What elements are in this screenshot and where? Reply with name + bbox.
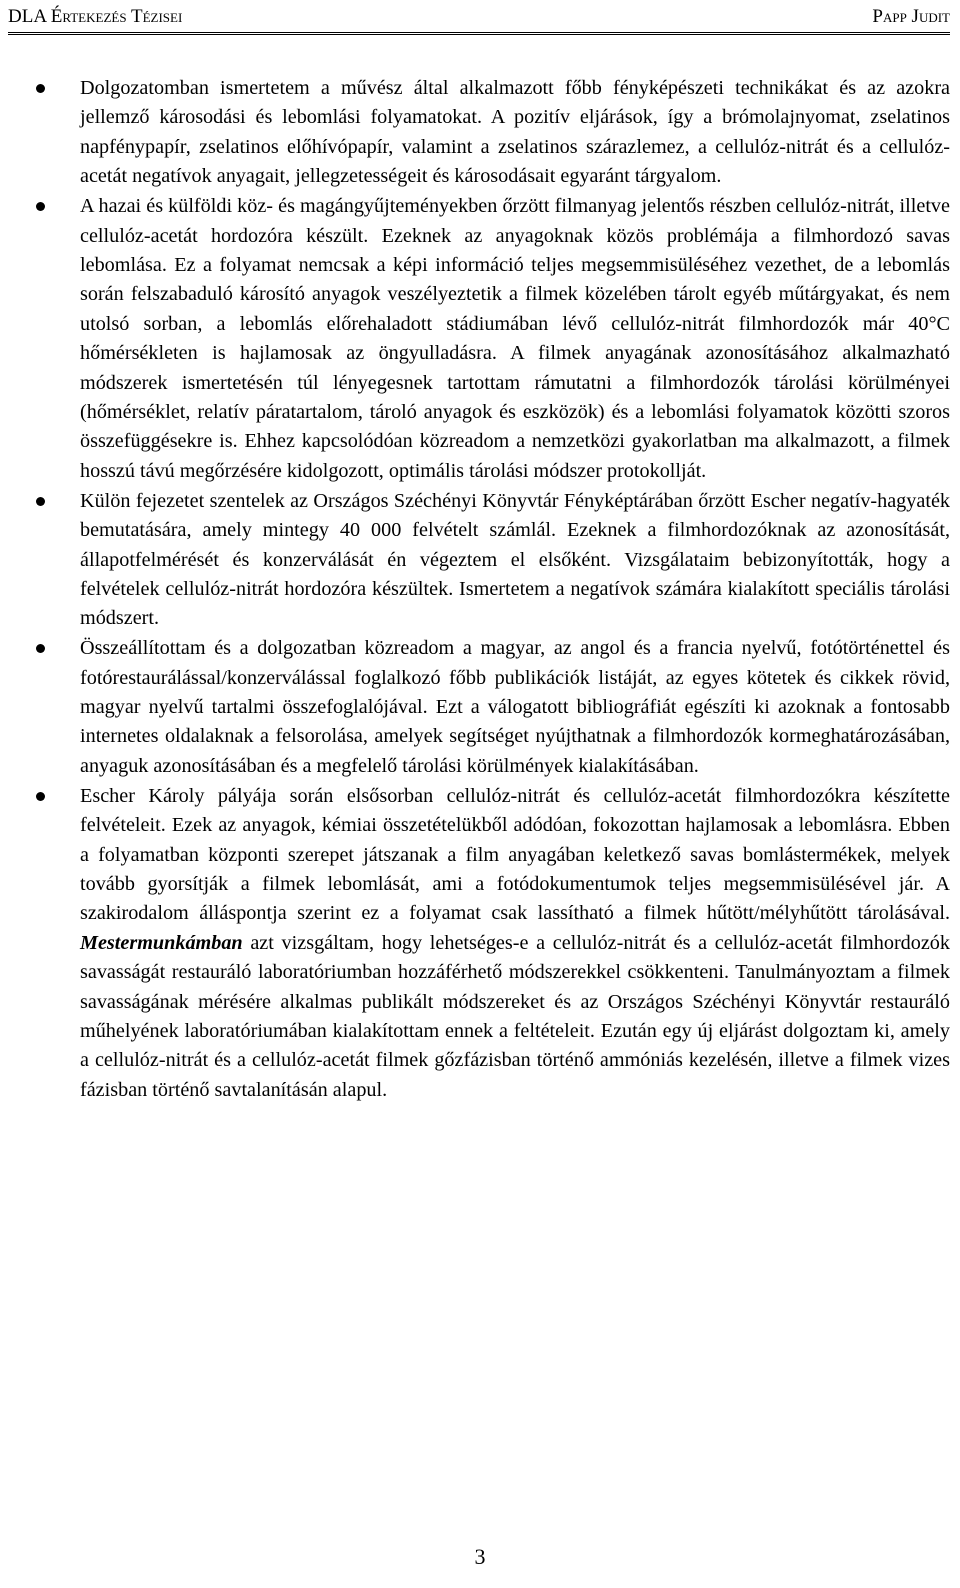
bullet-text: Összeállítottam és a dolgozatban közreadom a magyar, az angol és a francia nyelvű, fotótörténettel és fotórestaurálással/konzerválással foglalkozó főbb publikációk listáját, az egyes kötetek és cikkek rövid, magyar nyelvű tartalmi összefoglalójával. Ezt a válogatott bibliográfiát egészíti ki azoknak a fontosabb internetes oldalaknak a felsorolása, amelyek segítséget nyújthatnak a filmhordozók kormeghatározásában, anyaguk azonosításában és a megfelelő tárolási körülmények kialakításában. xyxy=(80,637,950,777)
bullet-dot-icon xyxy=(36,497,45,506)
bullet-text: A hazai és külföldi köz- és magángyűjteményekben őrzött filmanyag jelentős részben cellulóz-nitrát, illetve cellulóz-acetát hordozóra készült. Ezeknek az anyagoknak közös problémája a filmhordozó savas lebomlása. Ez a folyamat nemcsak a képi információ teljes megsemmisüléséhez vezethet, de a lebomlás során felszabaduló károsító anyagok veszélyeztetik a filmek közelében tárolt egyéb műtárgyakat, és nem utolsó sorban, a lebomlás előrehaladott stádiumában lévő cellulóz-nitrát filmhordozók már 40°C hőmérsékleten is hajlamosak az öngyulladásra. A filmek anyagának azonosításához alkalmazható módszerek ismertetésén túl lényegesnek tartottam rámutatni a filmhordozók tárolási körülményei (hőmérséklet, relatív páratartalom, tároló anyagok és eszközök) és a lebomlási folyamatok közötti szoros összefüggésekre is. Ehhez kapcsolódóan közreadom a nemzetközi gyakorlatban ma alkalmazott, a filmek hosszú távú megőrzésére kidolgozott, optimális tárolási módszer protokollját. xyxy=(80,195,950,482)
bullet-dot-icon xyxy=(36,644,45,653)
bullet-item xyxy=(36,192,950,486)
bullet-item xyxy=(36,782,950,1105)
header-left-title: DLA Értekezés Tézisei xyxy=(8,6,183,27)
bullet-item xyxy=(36,634,950,781)
bullet-item xyxy=(36,74,950,192)
bullet-dot-icon xyxy=(36,84,45,93)
bullet-text: Dolgozatomban ismertetem a művész által alkalmazott főbb fényképészeti technikákat és az azokra jellemző károsodási és lebomlási folyamatokat. A pozitív eljárások, így a brómolajnyomat, zselatinos napfénypapír, zselatinos előhívópapír, valamint a zselatinos szárazlemez, a cellulóz-nitrát és a cellulóz-acetát negatívok anyagait, jellegzetességeit és károsodásait egyaránt tárgyalom. xyxy=(80,77,950,188)
page-number: 3 xyxy=(474,1544,486,1569)
bullet-dot-icon xyxy=(36,202,45,211)
bullet-emphasis: Mestermunkámban xyxy=(80,931,243,954)
thesis-bullet-list xyxy=(36,74,950,1106)
bullet-text: Külön fejezetet szentelek az Országos Széchényi Könyvtár Fényképtárában őrzött Escher negatív-hagyaték bemutatására, amely mintegy 40 000 felvételt számlál. Ezeknek a filmhordozóknak az azonosítását, állapotfelmérését és konzerválását én végeztem el elsőként. Vizsgálataim bebizonyították, hogy a felvételek cellulóz-nitrát hordozóra készültek. Ismertetem a negatívok számára kialakított speciális tárolási módszert. xyxy=(80,489,950,630)
page-header xyxy=(8,4,950,35)
header-right-author: Papp Judit xyxy=(872,6,950,27)
bullet-dot-icon xyxy=(36,792,45,801)
bullet-item xyxy=(36,487,950,634)
bullet-text-before: Escher Károly pályája során elsősorban cellulóz-nitrát és cellulóz-acetát filmhordozókra készítette felvételeit. Ezek az anyagok, kémiai összetételükből adódóan, fokozottan hajlamosak a lebomlásra. Ebben a folyamatban központi szerepet játszanak a film anyagában keletkező savas bomlástermékek, melyek tovább gyorsítják a filmek lebomlását, ami a fotódokumentumok teljes megsemmisülésével jár. A szakirodalom álláspontja szerint ez a folyamat csak lassítható a filmek hűtött/mélyhűtött tárolásával. xyxy=(80,784,950,925)
bullet-text-after: azt vizsgáltam, hogy lehetséges-e a cellulóz-nitrát és a cellulóz-acetát filmhordozók savasságát restauráló laboratóriumban hozzáférhető módszerekkel csökkenteni. Tanulmányoztam a filmek savasságának mérésére alkalmas publikált módszereket és az Országos Széchényi Könyvtár restauráló műhelyének laboratóriumában kialakítottam ennek a feltételeit. Ezután egy új eljárást dolgoztam ki, amely a cellulóz-nitrát és a cellulóz-acetát filmek gőzfázisban történő ammóniás kezelésén, illetve a filmek vizes fázisban történő savtalanításán alapul. xyxy=(80,931,950,1101)
